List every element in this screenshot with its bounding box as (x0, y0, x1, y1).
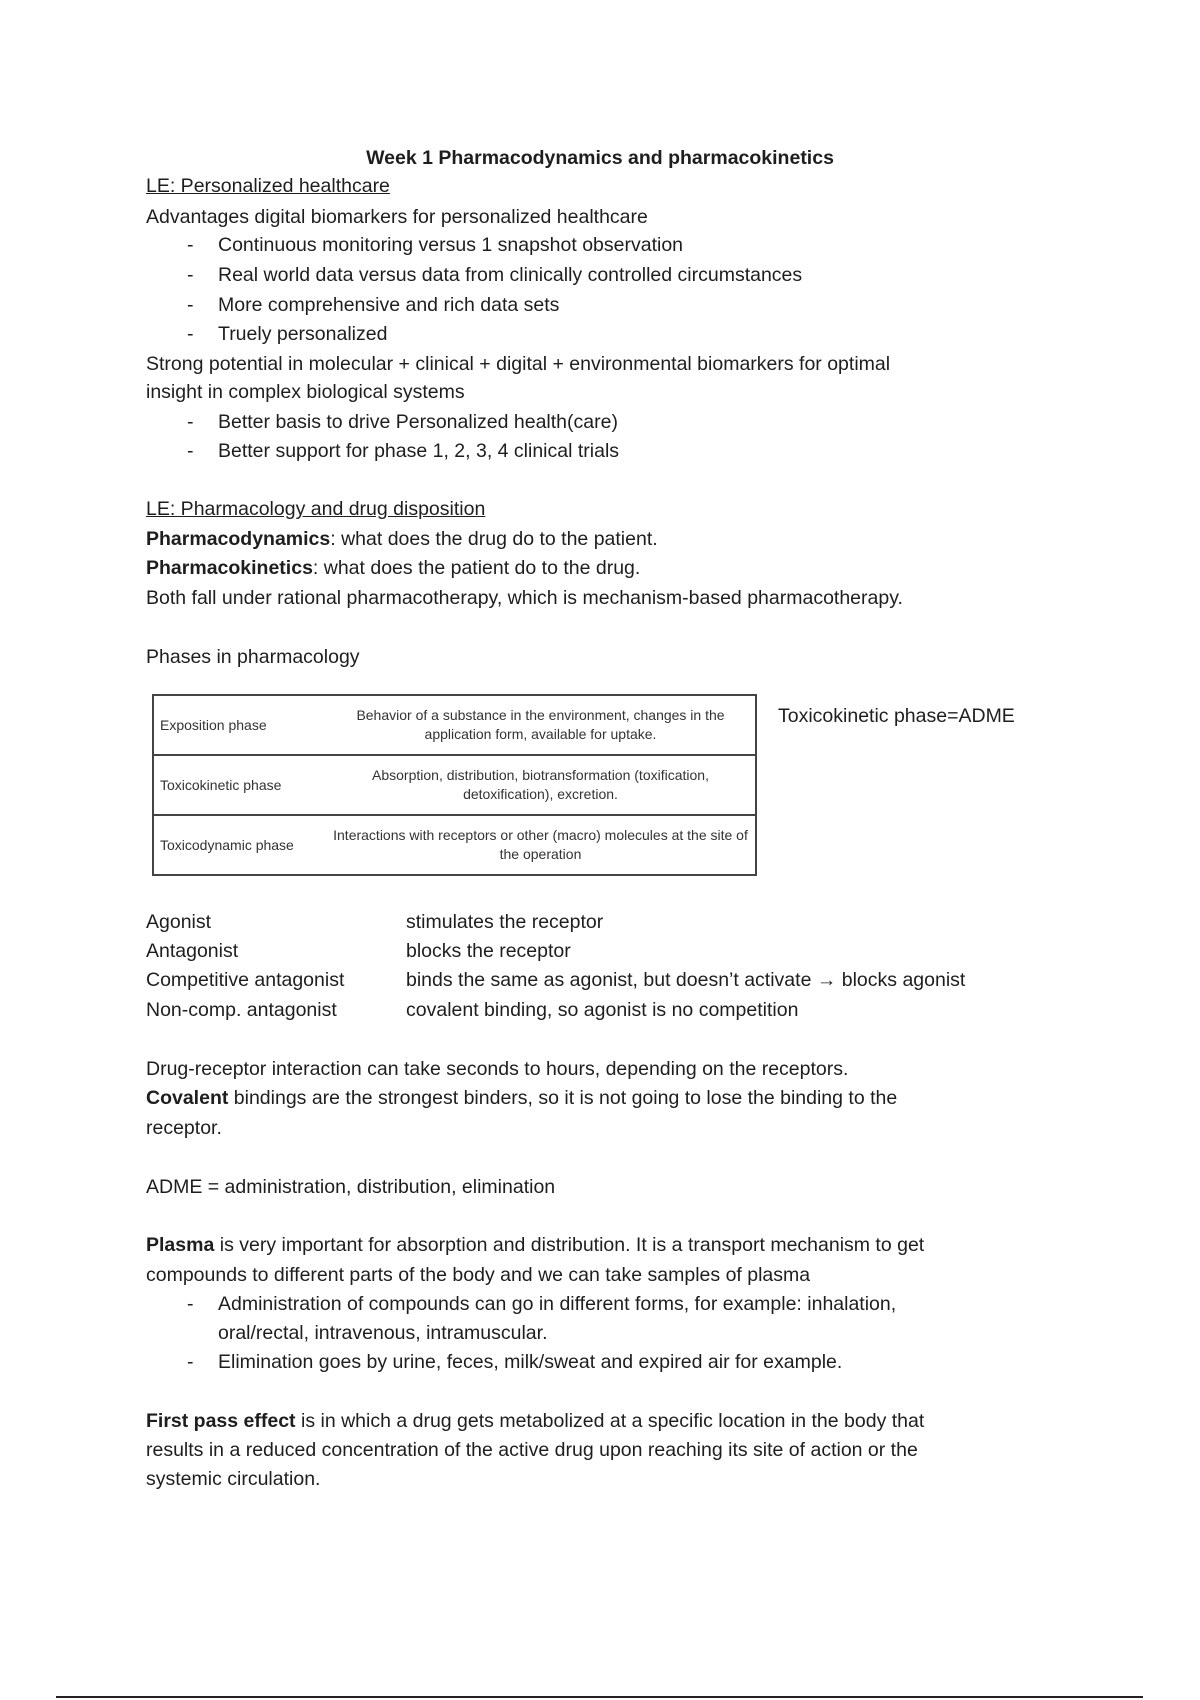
table-row (153, 815, 756, 875)
description-cell: Behavior of a substance in the environment, changes in the application form, available for uptake. (326, 695, 756, 755)
bullet-marker: - (187, 264, 194, 286)
term: Plasma (146, 1234, 215, 1256)
list-item-continued: oral/rectal, intravenous, intramuscular. (218, 1322, 548, 1344)
term-definition: covalent binding, so agonist is no competition (406, 999, 799, 1021)
term-definition: blocks the receptor (406, 940, 571, 962)
paragraph: Both fall under rational pharmacotherapy, which is mechanism-based pharmacotherapy. (146, 587, 903, 609)
paragraph (146, 1231, 924, 1260)
paragraph (146, 1407, 924, 1436)
description-cell: Interactions with receptors or other (macro) molecules at the site of the operation (326, 815, 756, 875)
page-title: Week 1 Pharmacodynamics and pharmacokinetics (366, 147, 834, 169)
text: bindings are the strongest binders, so it is not going to lose the binding to the (228, 1087, 898, 1109)
table-row (153, 755, 756, 815)
page-divider (56, 1696, 1143, 1698)
paragraph: results in a reduced concentration of the active drug upon reaching its site of action or the (146, 1439, 918, 1461)
bullet-marker: - (187, 440, 194, 462)
description-cell: Absorption, distribution, biotransformation (toxification, detoxification), excretion. (326, 755, 756, 815)
term: Antagonist (146, 940, 239, 962)
list-item: Administration of compounds can go in different forms, for example: inhalation, (218, 1293, 897, 1315)
phase-cell: Toxicodynamic phase (153, 815, 326, 875)
paragraph: compounds to different parts of the body and we can take samples of plasma (146, 1264, 811, 1286)
section-heading-personalized: LE: Personalized healthcare (146, 175, 390, 197)
phases-table (152, 694, 757, 876)
text: is in which a drug gets metabolized at a specific location in the body that (295, 1410, 925, 1432)
bullet-marker: - (187, 411, 194, 433)
paragraph: systemic circulation. (146, 1468, 321, 1490)
bullet-marker: - (187, 294, 194, 316)
paragraph: Strong potential in molecular + clinical + digital + environmental biomarkers for optimal (146, 353, 891, 375)
term-definition: binds the same as agonist, but doesn’t activate → blocks agonist (406, 969, 966, 991)
term: Covalent (146, 1087, 229, 1109)
term: Pharmacokinetics (146, 557, 313, 579)
definition-pharmacodynamics (146, 525, 658, 554)
definition-pharmacokinetics (146, 554, 640, 583)
paragraph (146, 1084, 897, 1113)
term: Agonist (146, 911, 212, 933)
phases-heading: Phases in pharmacology (146, 646, 360, 668)
paragraph: Drug-receptor interaction can take seconds to hours, depending on the receptors. (146, 1058, 849, 1080)
term: Competitive antagonist (146, 969, 345, 991)
bullet-marker: - (187, 1293, 194, 1315)
list-item: Real world data versus data from clinically controlled circumstances (218, 264, 803, 286)
paragraph: insight in complex biological systems (146, 381, 465, 403)
side-note: Toxicokinetic phase=ADME (778, 705, 1015, 727)
phase-cell: Toxicokinetic phase (153, 755, 326, 815)
bullet-marker: - (187, 323, 194, 345)
phase-cell: Exposition phase (153, 695, 326, 755)
definition: : what does the patient do to the drug. (312, 557, 641, 579)
term-definition: stimulates the receptor (406, 911, 604, 933)
section-heading-pharmacology: LE: Pharmacology and drug disposition (146, 498, 486, 520)
term: Pharmacodynamics (146, 528, 331, 550)
text: is very important for absorption and distribution. It is a transport mechanism to get (214, 1234, 925, 1256)
table-row (153, 695, 756, 755)
bullet-marker: - (187, 1351, 194, 1373)
list-item: Truely personalized (218, 323, 388, 345)
list-item: Continuous monitoring versus 1 snapshot observation (218, 234, 684, 256)
bullet-marker: - (187, 234, 194, 256)
list-item: Better support for phase 1, 2, 3, 4 clinical trials (218, 440, 620, 462)
list-item: Better basis to drive Personalized health(care) (218, 411, 618, 433)
term: Non-comp. antagonist (146, 999, 337, 1021)
paragraph: Advantages digital biomarkers for personalized healthcare (146, 206, 648, 228)
definition: : what does the drug do to the patient. (330, 528, 658, 550)
list-item: More comprehensive and rich data sets (218, 294, 560, 316)
list-item: Elimination goes by urine, feces, milk/sweat and expired air for example. (218, 1351, 843, 1373)
term: First pass effect (146, 1410, 296, 1432)
paragraph: ADME = administration, distribution, elimination (146, 1176, 556, 1198)
paragraph: receptor. (146, 1117, 222, 1139)
